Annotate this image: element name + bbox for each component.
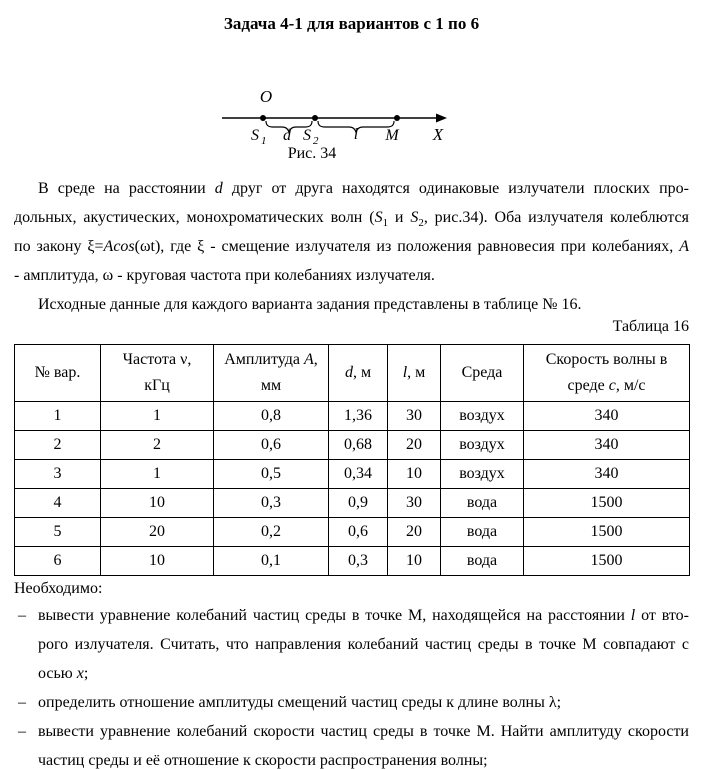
table-label: Таблица 16 bbox=[612, 318, 689, 335]
table-cell: 1500 bbox=[524, 547, 690, 576]
table-cell: 30 bbox=[388, 402, 441, 431]
table-cell: 0,9 bbox=[329, 489, 388, 518]
intro-paragraph bbox=[14, 174, 689, 290]
table-cell: 10 bbox=[101, 489, 214, 518]
table-cell: 4 bbox=[15, 489, 101, 518]
header-wave-speed: Скорость волны в среде c, м/с bbox=[524, 345, 690, 402]
source2-label: S bbox=[303, 127, 311, 144]
bullet-dash: – bbox=[18, 723, 26, 740]
table-cell: вода bbox=[441, 489, 524, 518]
point-m-dot bbox=[394, 115, 400, 121]
table-cell: 20 bbox=[388, 518, 441, 547]
task-line bbox=[38, 659, 689, 688]
var-a: A bbox=[679, 238, 689, 255]
var-s1: S bbox=[374, 209, 383, 226]
table-cell: 3 bbox=[15, 460, 101, 489]
intro-line bbox=[14, 232, 689, 261]
task-text: осью bbox=[38, 665, 77, 682]
table-cell: 0,8 bbox=[214, 402, 329, 431]
table-cell: 340 bbox=[524, 460, 690, 489]
source2-dot bbox=[312, 115, 318, 121]
bullet-dash: – bbox=[18, 694, 26, 711]
intro-text: (ωt), где ξ - смещение излучателя из положения равновесия при колебаниях, bbox=[134, 238, 680, 255]
data-reference-paragraph: Исходные данные для каждого варианта задания представлены в таблице № 16. bbox=[38, 296, 582, 313]
task-item bbox=[14, 688, 689, 717]
table-cell: воздух bbox=[441, 431, 524, 460]
task-line: определить отношение амплитуды смещений частиц среды к длине волны λ; bbox=[38, 694, 562, 711]
intro-text: , рис.34). Оба излучателя колеблются bbox=[423, 209, 690, 226]
intro-text: В среде на расстоянии bbox=[38, 180, 215, 197]
figure-caption: Рис. 34 bbox=[287, 145, 337, 162]
table-cell: 0,68 bbox=[329, 431, 388, 460]
table-cell: 10 bbox=[101, 547, 214, 576]
source2-subscript: 2 bbox=[313, 135, 319, 147]
table-cell: 6 bbox=[15, 547, 101, 576]
distance-d-label: d bbox=[283, 127, 291, 144]
formula-acos: Acos bbox=[103, 238, 135, 255]
task-text: вывести уравнение колебаний частиц среды в точке М, находящейся на расстоянии bbox=[38, 607, 631, 624]
table-cell: 0,6 bbox=[214, 431, 329, 460]
table-cell: 0,5 bbox=[214, 460, 329, 489]
table-cell: воздух bbox=[441, 460, 524, 489]
table-cell: 5 bbox=[15, 518, 101, 547]
table-cell: 340 bbox=[524, 402, 690, 431]
task-text: от вто- bbox=[635, 607, 690, 624]
task-line: рого излучателя. Считать, что направления колебаний частиц среды в точке М совпадают с bbox=[38, 636, 689, 653]
table-cell: 1500 bbox=[524, 489, 690, 518]
header-amplitude: Амплитуда A, мм bbox=[214, 345, 329, 402]
table-cell: 1 bbox=[101, 460, 214, 489]
table-cell: 1,36 bbox=[329, 402, 388, 431]
table-cell: 1 bbox=[15, 402, 101, 431]
table-cell: 1500 bbox=[524, 518, 690, 547]
table-cell: вода bbox=[441, 518, 524, 547]
var-x: x bbox=[76, 665, 84, 682]
point-m-label: M bbox=[385, 127, 399, 144]
header-d: d, м bbox=[329, 345, 388, 402]
table-cell: 0,6 bbox=[329, 518, 388, 547]
table-row bbox=[15, 489, 690, 518]
table-cell: 20 bbox=[388, 431, 441, 460]
tasks-list bbox=[14, 601, 689, 769]
table-cell: 10 bbox=[388, 547, 441, 576]
table-cell: 30 bbox=[388, 489, 441, 518]
source1-label: S bbox=[251, 127, 259, 144]
bullet-dash: – bbox=[18, 607, 26, 624]
table-row bbox=[15, 460, 690, 489]
table-cell: 0,34 bbox=[329, 460, 388, 489]
data-table bbox=[14, 344, 690, 576]
table-cell: 2 bbox=[15, 431, 101, 460]
table-cell: 0,1 bbox=[214, 547, 329, 576]
intro-line: - амплитуда, ω - круговая частота при колебаниях излучателя. bbox=[14, 267, 435, 284]
table-row bbox=[15, 547, 690, 576]
table-cell: 20 bbox=[101, 518, 214, 547]
table-cell: 2 bbox=[101, 431, 214, 460]
task-line bbox=[38, 601, 689, 630]
table-row bbox=[15, 402, 690, 431]
task-text: ; bbox=[83, 665, 89, 682]
table-cell: 0,3 bbox=[214, 489, 329, 518]
axis-x-label: X bbox=[432, 125, 444, 144]
table-row bbox=[15, 431, 690, 460]
table-cell: 340 bbox=[524, 431, 690, 460]
problem-title: Задача 4-1 для вариантов с 1 по 6 bbox=[223, 14, 480, 33]
origin-label: O bbox=[259, 87, 273, 106]
header-medium: Среда bbox=[441, 345, 524, 402]
intro-text: и bbox=[388, 209, 411, 226]
var-l: l bbox=[630, 607, 636, 624]
source1-subscript: 1 bbox=[261, 135, 267, 147]
task-item bbox=[14, 717, 689, 769]
table-header-row bbox=[15, 345, 690, 402]
header-variant: № вар. bbox=[15, 345, 101, 402]
data-table-wrap bbox=[14, 344, 690, 576]
intro-text: дольных, акустических, монохроматических волн ( bbox=[14, 209, 375, 226]
table-cell: 1 bbox=[101, 402, 214, 431]
intro-line bbox=[14, 203, 689, 232]
intro-text: по закону ξ= bbox=[14, 238, 104, 255]
tasks-heading: Необходимо: bbox=[14, 580, 103, 597]
intro-line bbox=[14, 174, 689, 203]
axis-diagram bbox=[220, 85, 460, 147]
var-s2-sub: 2 bbox=[418, 217, 424, 230]
axis-arrowhead-icon bbox=[436, 114, 447, 123]
table-cell: 10 bbox=[388, 460, 441, 489]
table-cell: 0,2 bbox=[214, 518, 329, 547]
table-row bbox=[15, 518, 690, 547]
table-cell: 0,3 bbox=[329, 547, 388, 576]
intro-text: друг от друга находятся одинаковые излучатели плоских про- bbox=[222, 180, 689, 197]
var-s1-sub: 1 bbox=[382, 217, 389, 230]
var-d: d bbox=[214, 180, 223, 197]
table-cell: воздух bbox=[441, 402, 524, 431]
task-line: частиц среды и её отношение к скорости распространения волны; bbox=[38, 752, 488, 769]
var-s2: S bbox=[410, 209, 419, 226]
task-line: вывести уравнение колебаний скорости частиц среды в точке М. Найти амплитуду скорости bbox=[38, 723, 689, 740]
header-frequency: Частота ν, кГц bbox=[101, 345, 214, 402]
table-cell: вода bbox=[441, 547, 524, 576]
header-l: l, м bbox=[388, 345, 441, 402]
source1-dot bbox=[260, 115, 266, 121]
distance-l-label: l bbox=[353, 126, 359, 143]
task-item bbox=[14, 601, 689, 688]
